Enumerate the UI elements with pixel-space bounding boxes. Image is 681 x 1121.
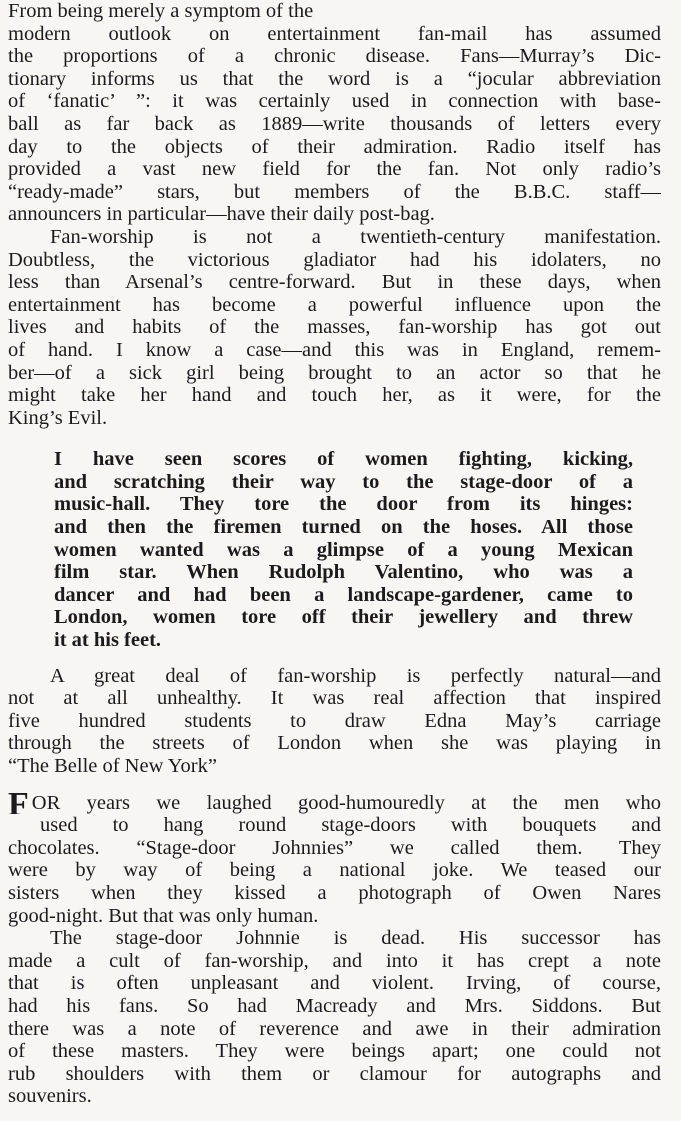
paragraph-natural-worship bbox=[8, 665, 661, 778]
text-line: chocolates. “Stage-door Johnnies” we called them. They bbox=[8, 836, 661, 859]
quote-line: music-hall. They tore the door from its hinges: bbox=[54, 493, 633, 516]
text-line: might take her hand and touch her, as it were, for the bbox=[8, 384, 661, 407]
text-line: ball as far back as 1889—write thousands of letters every bbox=[8, 112, 661, 135]
drop-cap: F bbox=[8, 791, 29, 815]
text-line: A great deal of fan-worship is perfectly natural—and bbox=[50, 664, 661, 687]
text-line: of hand. I know a case—and this was in England, remem- bbox=[8, 338, 661, 361]
text-line: that is often unpleasant and violent. Irving, of course, bbox=[8, 972, 661, 995]
text-line: entertainment has become a powerful influence upon the bbox=[8, 293, 661, 316]
text-line: less than Arsenal’s centre-forward. But in these days, when bbox=[8, 271, 661, 294]
quote-line: and scratching their way to the stage-door of a bbox=[54, 470, 633, 493]
text-line: tionary informs us that the word is a “jocular abbreviation bbox=[8, 67, 661, 90]
quote-line: I have seen scores of women fighting, kicking, bbox=[54, 448, 633, 471]
text-line: of ‘fanatic’ ”: it was certainly used in connection with base- bbox=[8, 90, 661, 113]
quote-line: and then the firemen turned on the hoses. All those bbox=[54, 516, 633, 539]
text-line: used to hang round stage-doors with bouquets and bbox=[40, 814, 661, 837]
quote-line: dancer and had been a landscape-gardener, came to bbox=[54, 583, 633, 606]
quote-line: film star. When Rudolph Valentino, who was a bbox=[54, 561, 633, 584]
text-line: had his fans. So had Macready and Mrs. Siddons. But bbox=[8, 994, 661, 1017]
quote-line: it at his feet. bbox=[54, 629, 162, 652]
text-line: not at all unhealthy. It was real affection that inspired bbox=[8, 687, 661, 710]
text-line: day to the objects of their admiration. Radio itself has bbox=[8, 135, 661, 158]
text-line: rub shoulders with them or clamour for autographs and bbox=[8, 1062, 661, 1085]
text-line: announcers in particular—have their daily post-bag. bbox=[8, 203, 435, 226]
text-line: the proportions of a chronic disease. Fans—Murray’s Dic- bbox=[8, 45, 661, 68]
paragraph-johnnie-dead bbox=[8, 927, 661, 1108]
text-line-rest: OR years we laughed good-humouredly at the men who bbox=[31, 791, 661, 814]
text-line: five hundred students to draw Edna May’s carriage bbox=[8, 709, 661, 732]
text-line: made a cult of fan-worship, and into it has crept a note bbox=[8, 949, 661, 972]
text-line: “ready-made” stars, but members of the B.B.C. staff— bbox=[8, 180, 661, 203]
text-line: The stage-door Johnnie is dead. His successor has bbox=[50, 927, 661, 950]
text-line: provided a vast new field for the fan. Not only radio’s bbox=[8, 158, 661, 181]
text-line: King’s Evil. bbox=[8, 406, 108, 429]
text-line: of these masters. They were beings apart; one could not bbox=[8, 1040, 661, 1063]
paragraph-fan-worship bbox=[8, 226, 661, 429]
paragraph-fan-mail bbox=[8, 0, 661, 226]
text-line: From being merely a symptom of the bbox=[8, 0, 314, 22]
text-line: souvenirs. bbox=[8, 1085, 92, 1108]
text-line: there was a note of reverence and awe in their admiration bbox=[8, 1017, 661, 1040]
text-line bbox=[8, 792, 661, 815]
text-line: “The Belle of New York” bbox=[8, 755, 217, 777]
pull-quote-valentino bbox=[8, 448, 661, 651]
quote-line: women wanted was a glimpse of a young Mexican bbox=[54, 538, 633, 561]
text-line: through the streets of London when she was playing in bbox=[8, 732, 661, 755]
text-line: sisters when they kissed a photograph of Owen Nares bbox=[8, 881, 661, 904]
quote-line: London, women tore off their jewellery and threw bbox=[54, 606, 633, 629]
text-line: Doubtless, the victorious gladiator had his idolaters, no bbox=[8, 248, 661, 271]
text-line: lives and habits of the masses, fan-worship has got out bbox=[8, 316, 661, 339]
section-gap bbox=[8, 778, 661, 792]
text-line: were by way of being a national joke. We teased our bbox=[8, 859, 661, 882]
text-line: good-night. But that was only human. bbox=[8, 904, 319, 927]
text-line: ber—of a sick girl being brought to an actor so that he bbox=[8, 361, 661, 384]
paragraph-stage-door-johnnies bbox=[8, 792, 661, 928]
text-line: modern outlook on entertainment fan-mail has assumed bbox=[8, 22, 661, 45]
text-line: Fan-worship is not a twentieth-century manifestation. bbox=[50, 225, 661, 248]
